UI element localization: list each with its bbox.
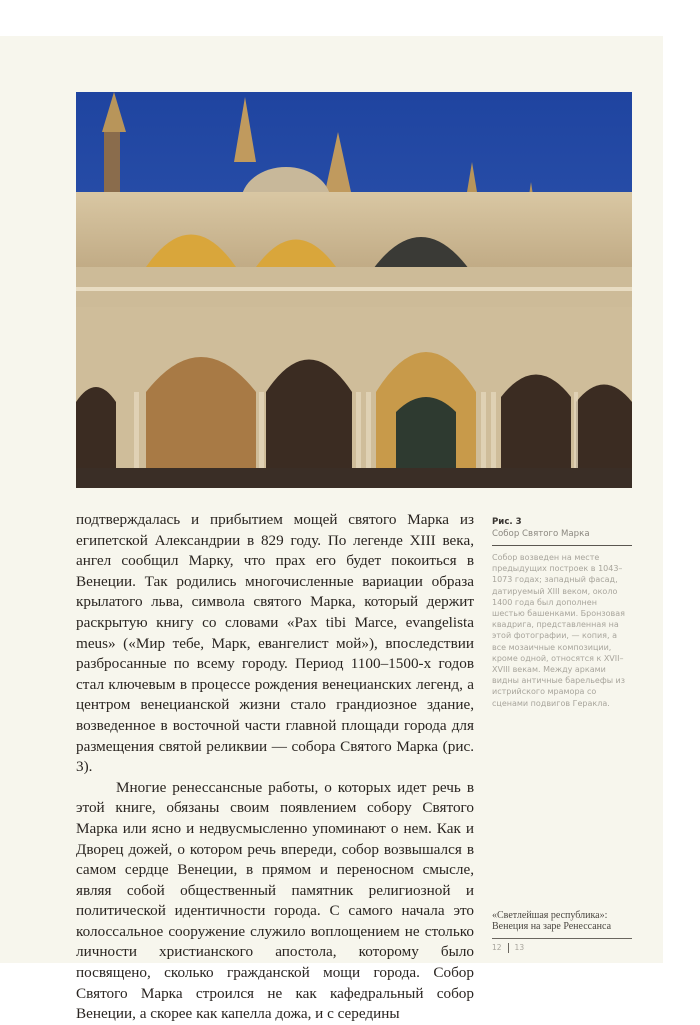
page-number-left: 12	[492, 943, 502, 952]
body-text	[76, 510, 474, 1025]
paragraph-1: подтверждалась и прибытием мощей святого Марка из египетской Александрии в 829 году. По легенде XIII века, ангел сообщил Марку, что прах его будет покоиться в Венеции. Так родились многочисленные вариации образа крылатого льва, символа святого Марка, который держит раскрытую книгу со словами «Pax tibi Marce, evangelista meus» («Мир тебе, Марк, евангелист мой»), впоследствии разбросанные по всему городу. Период 1100–1500-х годов стал ключевым в процессе рождения венецианских легенд, а центром венецианской жизни стало грандиозное здание, возведенное в восточной части главной площади города для размещения святой реликвии — собора Святого Марка (рис. 3).	[76, 511, 474, 776]
page-number-right: 13	[514, 943, 525, 952]
page-separator	[508, 943, 509, 953]
cathedral-photo	[76, 92, 632, 488]
figure-title: Собор Святого Марка	[492, 529, 590, 539]
page-footer	[492, 910, 632, 953]
page-numbers	[492, 943, 632, 953]
caption-divider	[492, 545, 632, 546]
footer-divider	[492, 938, 632, 939]
figure-number: Рис. 3	[492, 517, 522, 527]
running-title: «Светлейшая республика»: Венеция на заре Ренессанса	[492, 910, 612, 932]
figure-description: Собор возведен на месте предыдущих построек в 1043–1073 годах; западный фасад, датируемый XIII веком, около 1400 года был дополнен шестью башенками. Бронзовая квадрига, представленная на этой фотографии, — копия, а все мозаичные композиции, кроме одной, относятся к XVII–XVIII векам. Между арками видны античные барельефы из истрийского мрамора со сценами подвигов Геракла.	[492, 553, 626, 708]
figure-caption	[492, 516, 632, 709]
paragraph-2: Многие ренессансные работы, о которых идет речь в этой книге, обязаны своим появлением собору Святого Марка или ясно и недвусмысленно упоминают о нем. Как и Дворец дожей, о котором речь впереди, собор возвышался в самом сердце Венеции, в прямом и переносном смысле, являя собой общественный памятник религиозной и политической идентичности города. С самого начала это колоссальное сооружение служило воплощением не столько личности христианского апостола, которому было посвящено, сколько гражданской мощи города. Собор Святого Марка строился не как кафедральный собор Венеции, а скорее как капелла дожа, и с середины	[76, 778, 474, 1023]
